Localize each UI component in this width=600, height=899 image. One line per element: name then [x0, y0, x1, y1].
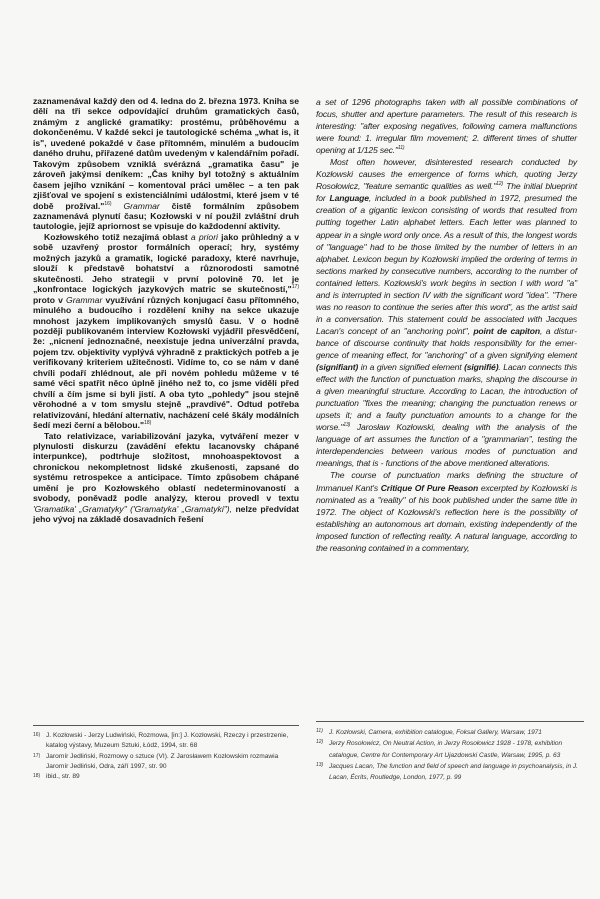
footnote-18: 18) ibid., str. 89	[33, 773, 80, 781]
footnotes-right	[316, 727, 584, 783]
work-title-language: Language	[329, 193, 369, 204]
czech-paragraph-1: zaznamenával každý den od 4. ledna do 2. března 1973. Kniha se dělí na tři sekce odpovídající druhům gramatických časů, známým z anglické gramatiky: prostému, průběhovému a dokončenému. V každé sekci je tautologické schéma „what is, it is", uvedené pokaždé v čase přítomném, minulém a budoucím daného druhu, přiřazené datům uvedeným v kalendářním pořadí. Takovým způsobem vzniklá svérázná „gramatika času" je zároveň jakýmsi deníkem: „Čas knihy byl totožný s aktuálním časem jejího vznikání – komentoval práci umělec – a ten pak zjišťoval ve spojení s existenciálními událostmi, které jsem v té době prožíval."$^{16)}$ Grammar čistě formálním způsobem zaznamenává plynutí času; Kozłowski v ní použil zvláštní druh tautologie, jejíž apriornost se vpisuje do každodenní aktivity.	[33, 96, 299, 232]
czech-paragraph-2: Kozłowského totiž nezajímá oblast a priori jako průhledný a v sobě uzavřený prostor formálních operací; hry, systémy možných jazyků a gramatik, logické paradoxy, které navrhuje, slouží k představě bohatství a různorodosti samotné skutečnosti. Jeho strategii v první polovině 70. let je „konfrontace logických jazykových matric se skutečností,"$^{17)}$ proto v Grammar využívání různých konjugací času přítomného, minulého a budoucího i rozdělení knihy na sekce ukazuje mnohost jazykem implikovaných smyslů času. V o hodně později publikovaném interview Kozłowski vyjádřil přesvědčení, že: „nicnení jednoznačné, neexistuje jedna univerzální pravda, pojem tzv. objektivity vyplývá výhradně z praktických potřeb a je verifikovaný kriteriem užitečnosti. Vidíme to, co se nám v dané chvíli podaří zhlédnout, ale při novém pohledu můžeme v té samé věci spatřit něco úplně jiného než to, co jsme viděli před chvílí a čím jsme si byli jistí. A oba tyto „pohledy" jsou stejně věrohodné a v tom smyslu stejně „pravdivé". Odtud potřeba relativizování, hledání alternativ, nacházení celé škály modálních šedí mezi černí a bělobou."$^{18)}$	[33, 231, 299, 431]
footnotes-left	[33, 731, 299, 782]
czech-text-column	[33, 96, 299, 525]
footnote-13: 13) Jacques Lacan, The function and field of speech and language in psychoanalysis, in J. Lacan, Écrits, Routledge, London, 1977, p. 99	[316, 761, 578, 782]
footnote-ref-18[interactable]: 18)	[144, 420, 152, 427]
footnote-divider-left	[33, 725, 299, 726]
work-title-critique: Critique Of Pure Reason	[380, 482, 479, 493]
english-text-column	[316, 96, 577, 554]
footnote-12: 12) Jerzy Rosołowicz, On Neutral Action, in Jerzy Rosołowicz 1928 - 1978, exhibition catalogue, Centre for Contemporary Art Ujazdowski Castle, Warsaw, 1995, p. 63	[316, 739, 563, 759]
work-title-grammar: Grammar	[123, 200, 160, 211]
footnote-ref-17[interactable]: 17)	[291, 284, 299, 291]
footnote-11: 11) J. Kozłowski, Camera, exhibition catalogue, Foksal Gallery, Warsaw, 1971	[316, 728, 542, 736]
czech-paragraph-3: Tato relativizace, variabilizování jazyka, vytváření mezer v plynulosti diskurzu (zavádění efektu lacanovsky chápané interpunkce), podtrhuje složitost, mnohoaspektovost a chronickou nekompletnost lidské zkušenosti, zapsané do systému retrospekce a anticipace. Tímto způsobem chápané umění je pro Kozłowského oblastí nedeterminovaností a svobody, poněvadž podle analýzy, kterou provedl v textu 'Gramatika' „Gramatyky" ('Gramatyka' „Gramatyki"), nelze předvídat jeho vývoj na základě dosavadních řešení	[33, 430, 300, 525]
footnote-16: 16) J. Kozłowski - Jerzy Ludwiński, Rozmowa, [in:] J. Kozłowski, Rzeczy i przestrzenie, katalog výstavy, Muzeum Sztuki, Łódź, 1994, str. 68	[33, 732, 289, 750]
footnote-ref-13[interactable]: 13)	[343, 422, 351, 429]
footnote-ref-12[interactable]: 12)	[496, 181, 503, 188]
footnote-divider-right	[316, 721, 584, 722]
footnote-ref-11[interactable]: 11)	[397, 145, 405, 152]
english-paragraph-2: Most often however, disinterested research conducted by Kozłowski causes the emergence of forms which, quoting Jerzy Rosołowicz, "feature semantic qualities as well."$^{12)}$ The initial blueprint for Language, included in a book published in 1972, presumed the creation of a gigantic lexicon consisting of words that resulted from putting together Latin alphabet letters. Each letter was planned to appear in a single word only once. As a result of this, the longest words of "language" had to be those limited by the number of letters in an alphabet. Lexicon begun by Kozłowski implied the ordering of terms in sections marked by consecutive numbers, according to the number of contained letters. Kozłowski's work begins in section I with word "a" and is interrupted in section IV with the significant word "idea". "There was no reason to continue the series after this word", as the artist said in a conversation. This statement could be associated with Jacques Lacan's concept of an "anchoring point", point de capiton, a disturbance of discourse continuity that holds responsibility for the emergence of meaning effect, for "anchoring" of a given signifying element (signifiant) in a given signified element (signifié). Lacan connects this effect with the function of punctuation marks, shaping the discourse in a given meaningful structure. According to Lacan, the introduction of punctuation "fixes the meaning; changing the punctuation renews or upsets it; and a faulty punctuation amounts to a change for the worse."$^{13)}$ Jarosław Kozłowski, dealing with the analysis of the language of art assumes the function of a "grammarian", testing the interdependencies between various modes of punctuation and meanings, that is - functions of the above mentioned alterations.	[316, 157, 577, 469]
english-paragraph-3: The course of punctuation marks defining the structure of Immanuel Kant's Critique Of Pure Reason excerpted by Kozłowski is nominated as a "reality" of his book published under the same title in 1972. The object of Kozłowski's reflection here is the possibility of establishing an autonomous art domain, existing independently of the imposed function of reflecting reality. A natural language, according to the reasoning contained in a commentary,	[316, 470, 577, 553]
footnote-ref-16[interactable]: 16)	[104, 200, 112, 207]
english-paragraph-1: a set of 1296 photographs taken with all possible combinations of focus, shutter and aperture parameters. The result of this research is interesting: "after exposing negatives, following camera malfunctions were found: 1. irregular film movement; 2. different times of shutter opening at 1/125 sec."$^{11)}$	[316, 97, 577, 156]
footnote-17: 17) Jaromír Jedliński, Rozmowy o sztuce (VI). Z Jarosławem Kozłowskim rozmawia Jaromír Jedliński, Odra, září 1997, str. 90	[33, 752, 279, 770]
